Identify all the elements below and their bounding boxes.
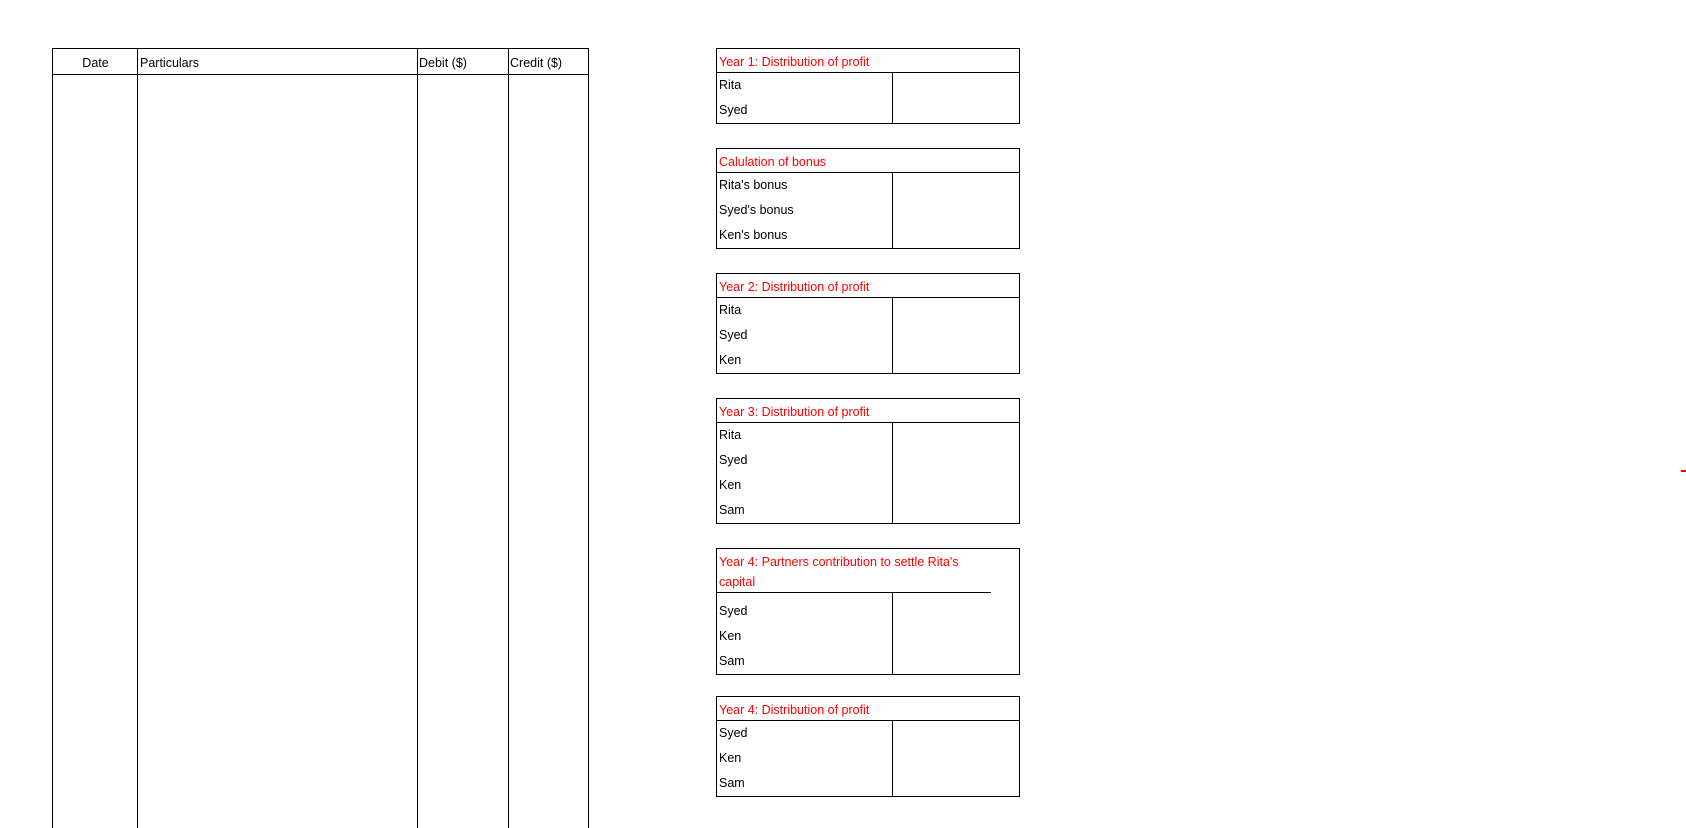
- box-title: Year 1: Distribution of profit: [717, 49, 1019, 73]
- box-row-label[interactable]: Ken: [719, 353, 742, 367]
- credit-header: Credit ($): [510, 56, 563, 70]
- box-divider: [892, 298, 893, 373]
- credit-column[interactable]: [508, 49, 589, 828]
- box-title: Year 4: Distribution of profit: [717, 697, 1019, 721]
- box-row-label[interactable]: Sam: [719, 503, 745, 517]
- box-divider: [892, 593, 893, 674]
- box-divider: [892, 721, 893, 796]
- box-row-label[interactable]: Syed: [719, 328, 748, 342]
- year4-profit-box: [716, 696, 1020, 797]
- box-divider: [892, 173, 893, 248]
- year3-profit-box: [716, 398, 1020, 524]
- particulars-header: Particulars: [140, 56, 200, 70]
- year2-profit-box: [716, 273, 1020, 374]
- debit-header: Debit ($): [419, 56, 467, 70]
- box-body: [717, 173, 1019, 248]
- year4-contribution-box: [716, 548, 1020, 675]
- box-row-label[interactable]: Rita: [719, 428, 742, 442]
- box-row-label[interactable]: Syed: [719, 453, 748, 467]
- year1-profit-box: [716, 48, 1020, 124]
- box-row-label[interactable]: Syed: [719, 726, 748, 740]
- bonus-calculation-box: [716, 148, 1020, 249]
- box-row-label[interactable]: Sam: [719, 654, 745, 668]
- box-body: [717, 298, 1019, 373]
- box-row-label[interactable]: Rita: [719, 303, 742, 317]
- box-body: [717, 721, 1019, 796]
- box-row-label[interactable]: Rita: [719, 78, 742, 92]
- box-row-label[interactable]: Ken: [719, 751, 742, 765]
- box-row-label[interactable]: Sam: [719, 776, 745, 790]
- box-row-label[interactable]: Rita's bonus: [719, 178, 788, 192]
- date-header: Date: [82, 56, 109, 70]
- box-title: Year 3: Distribution of profit: [717, 399, 1019, 423]
- box-row-label[interactable]: Syed's bonus: [719, 203, 794, 217]
- journal-table: [52, 48, 589, 828]
- box-row-label[interactable]: Ken: [719, 629, 742, 643]
- box-body: [717, 73, 1019, 123]
- box-title: Calulation of bonus: [717, 149, 1019, 173]
- debit-column[interactable]: [417, 49, 509, 828]
- box-title: Year 2: Distribution of profit: [717, 274, 1019, 298]
- box-body: [717, 593, 1019, 674]
- box-row-label[interactable]: Syed: [719, 103, 748, 117]
- box-body: [717, 423, 1019, 523]
- offscreen-red-marker: [1681, 470, 1686, 472]
- box-title: Year 4: Partners contribution to settle Rita's capital: [717, 549, 991, 593]
- box-divider: [892, 423, 893, 523]
- box-row-label[interactable]: Syed: [719, 604, 748, 618]
- box-row-label[interactable]: Ken's bonus: [719, 228, 788, 242]
- box-row-label[interactable]: Ken: [719, 478, 742, 492]
- box-divider: [892, 73, 893, 123]
- particulars-column[interactable]: [137, 49, 418, 828]
- date-column[interactable]: [53, 49, 138, 828]
